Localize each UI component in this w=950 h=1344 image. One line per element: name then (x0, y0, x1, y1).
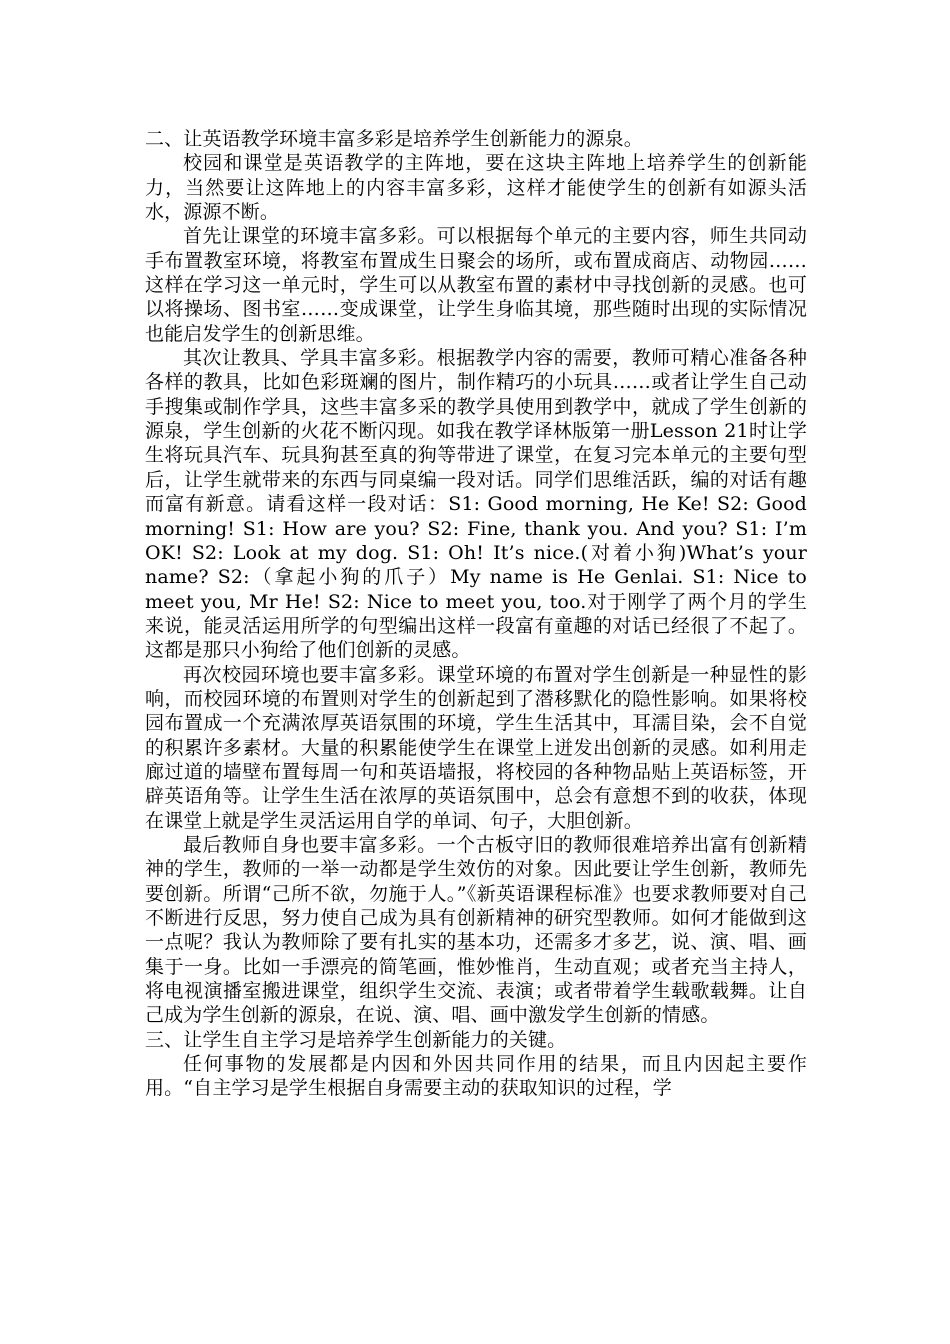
paragraph-3: 其次让教具、学具丰富多彩。根据教学内容的需要，教师可精心准备各种各样的教具，比如色彩斑斓的图片，制作精巧的小玩具……或者让学生自己动手搜集或制作学具，这些丰富多采的教学具使用到教学中，就成了学生创新的源泉，学生创新的火花不断闪现。如我在教学译林版第一册Lesson 21时让学生将玩具汽车、玩具狗甚至真的狗等带进了课堂，在复习完本单元的主要句型后，让学生就带来的东西与同桌编一段对话。同学们思维活跃，编的对话有趣而富有新意。请看这样一段对话：S1: Good morning, He Ke! S2: Good morning! S1: How are you? S2: Fine, thank you. And you? S1: I’m OK! S2: Look at my dog. S1: Oh! It’s nice.(对着小狗)What’s your name? S2:（拿起小狗的爪子）My name is He Genlai. S1: Nice to meet you, Mr He! S2: Nice to meet you, too.对于刚学了两个月的学生来说，能灵活运用所学的句型编出这样一段富有童趣的对话已经很了不起了。这都是那只小狗给了他们创新的灵感。 (145, 347, 807, 662)
document-body (145, 127, 807, 1101)
section-heading-2: 二、让英语教学环境丰富多彩是培养学生创新能力的源泉。 (145, 128, 643, 150)
paragraph-5: 最后教师自身也要丰富多彩。一个古板守旧的教师很难培养出富有创新精神的学生，教师的一举一动都是学生效仿的对象。因此要让学生创新，教师先要创新。所谓“己所不欲，勿施于人。”《新英语课程标准》也要求教师要对自己不断进行反思，努力使自己成为具有创新精神的研究型教师。如何才能做到这一点呢？我认为教师除了要有扎实的基本功，还需多才多艺，说、演、唱、画集于一身。比如一手漂亮的简笔画，惟妙惟肖，生动直观；或者充当主持人，将电视演播室搬进课堂，组织学生交流、表演；或者带着学生载歌载舞。让自己成为学生创新的源泉，在说、演、唱、画中激发学生创新的情感。 (145, 833, 807, 1027)
paragraph-4: 再次校园环境也要丰富多彩。课堂环境的布置对学生创新是一种显性的影响，而校园环境的布置则对学生的创新起到了潜移默化的隐性影响。如果将校园布置成一个充满浓厚英语氛围的环境，学生生活其中，耳濡目染，会不自觉的积累许多素材。大量的积累能使学生在课堂上迸发出创新的灵感。如利用走廊过道的墙壁布置每周一句和英语墙报，将校园的各种物品贴上英语标签，开辟英语角等。让学生生活在浓厚的英语氛围中，总会有意想不到的收获，体现在课堂上就是学生灵活运用自学的单词、句子，大胆创新。 (145, 663, 807, 832)
paragraph-6: 任何事物的发展都是内因和外因共同作用的结果，而且内因起主要作用。“自主学习是学生根据自身需要主动的获取知识的过程，学 (145, 1053, 807, 1100)
paragraph-1: 校园和课堂是英语教学的主阵地，要在这块主阵地上培养学生的创新能力，当然要让这阵地上的内容丰富多彩，这样才能使学生的创新有如源头活水，源源不断。 (145, 152, 807, 224)
section-heading-3: 三、让学生自主学习是培养学生创新能力的关键。 (145, 1028, 567, 1051)
paragraph-2: 首先让课堂的环境丰富多彩。可以根据每个单元的主要内容，师生共同动手布置教室环境，将教室布置成生日聚会的场所，或布置成商店、动物园……这样在学习这一单元时，学生可以从教室布置的素材中寻找创新的灵感。也可以将操场、图书室……变成课堂，让学生身临其境，那些随时出现的实际情况也能启发学生的创新思维。 (145, 225, 807, 345)
